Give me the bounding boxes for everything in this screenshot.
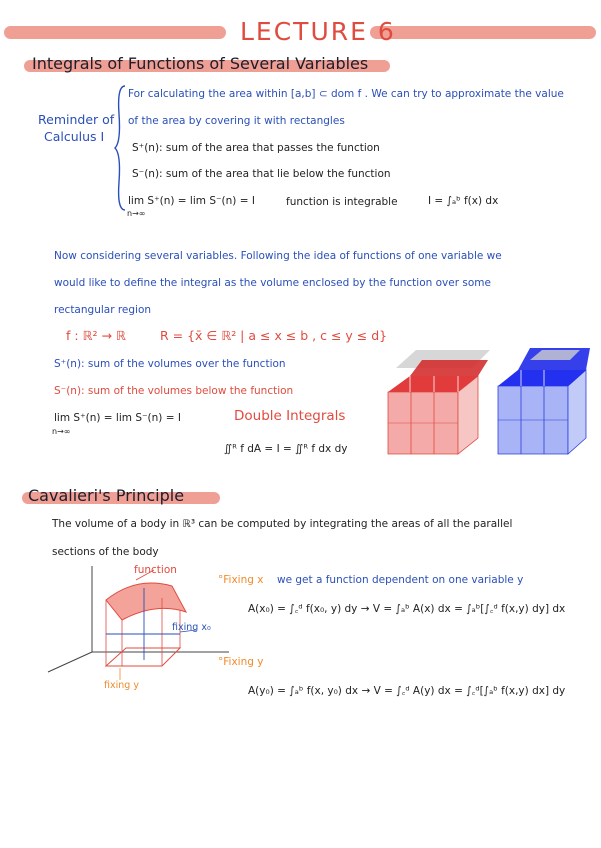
curly-brace-icon xyxy=(113,84,127,212)
double-integrals-label: Double Integrals xyxy=(234,408,346,424)
s1-sminus: S⁻(n): sum of the area that lie below the function xyxy=(132,168,391,180)
s3-para-line2: sections of the body xyxy=(52,546,159,558)
s2-limit: lim S⁺(n) = lim S⁻(n) = I xyxy=(54,412,181,424)
fix-y-formula: A(y₀) = ∫ₐᵇ f(x, y₀) dx → V = ∫꜀ᵈ A(y) dx = ∫꜀ᵈ[∫ₐᵇ f(x,y) dx] dy xyxy=(248,685,566,697)
fix-x-label: °Fixing x xyxy=(218,574,264,586)
fig-fixing-y-label: fixing y xyxy=(104,680,139,691)
s2-para-line2: would like to define the integral as the volume enclosed by the function over some xyxy=(54,277,491,289)
fig-fixing-x-label: fixing x₀ xyxy=(172,622,211,633)
title-highlight-right xyxy=(370,26,596,39)
blue-volume-block xyxy=(498,348,590,454)
s1-limit: lim S⁺(n) = lim S⁻(n) = I xyxy=(128,195,255,207)
s2-para-line1: Now considering several variables. Following the idea of functions of one variable we xyxy=(54,250,502,262)
fig-function-label: function xyxy=(134,564,177,576)
reminder-line1: Reminder of xyxy=(38,112,115,127)
s1-splus: S⁺(n): sum of the area that passes the function xyxy=(132,142,380,154)
double-integral-formula: ∬ᴿ f dA = I = ∬ᴿ f dx dy xyxy=(224,443,348,455)
red-volume-block xyxy=(388,350,490,454)
page-title: LECTURE 6 xyxy=(240,17,396,46)
reminder-line2: Calculus I xyxy=(44,129,105,144)
s2-map: f : ℝ² → ℝ xyxy=(66,328,126,343)
s2-limit-sub: n→∞ xyxy=(52,427,71,436)
section1-heading: Integrals of Functions of Several Variables xyxy=(32,54,369,73)
s1-limit-sub: n→∞ xyxy=(127,209,146,218)
s1-integrable: function is integrable xyxy=(286,196,398,208)
s1-integral-formula: I = ∫ₐᵇ f(x) dx xyxy=(428,195,499,207)
s2-sminus: S⁻(n): sum of the volumes below the function xyxy=(54,385,294,397)
title-highlight-left xyxy=(4,26,226,39)
fix-x-text: we get a function dependent on one variable y xyxy=(277,574,524,586)
s2-para-line3: rectangular region xyxy=(54,304,152,316)
volume-blocks-illustration xyxy=(380,330,590,460)
s2-region: R = {x̄ ∈ ℝ² | a ≤ x ≤ b , c ≤ y ≤ d} xyxy=(160,328,388,343)
s2-splus: S⁺(n): sum of the volumes over the function xyxy=(54,358,286,370)
s1-line1: For calculating the area within [a,b] ⊂ dom f . We can try to approximate the value xyxy=(128,88,564,100)
fix-x-formula: A(x₀) = ∫꜀ᵈ f(x₀, y) dy → V = ∫ₐᵇ A(x) dx = ∫ₐᵇ[∫꜀ᵈ f(x,y) dy] dx xyxy=(248,603,566,615)
section3-heading: Cavalieri's Principle xyxy=(28,486,185,505)
fix-y-label: °Fixing y xyxy=(218,656,264,668)
s1-line2: of the area by covering it with rectangles xyxy=(128,115,345,127)
s3-para-line1: The volume of a body in ℝ³ can be computed by integrating the areas of all the parallel xyxy=(52,518,513,530)
